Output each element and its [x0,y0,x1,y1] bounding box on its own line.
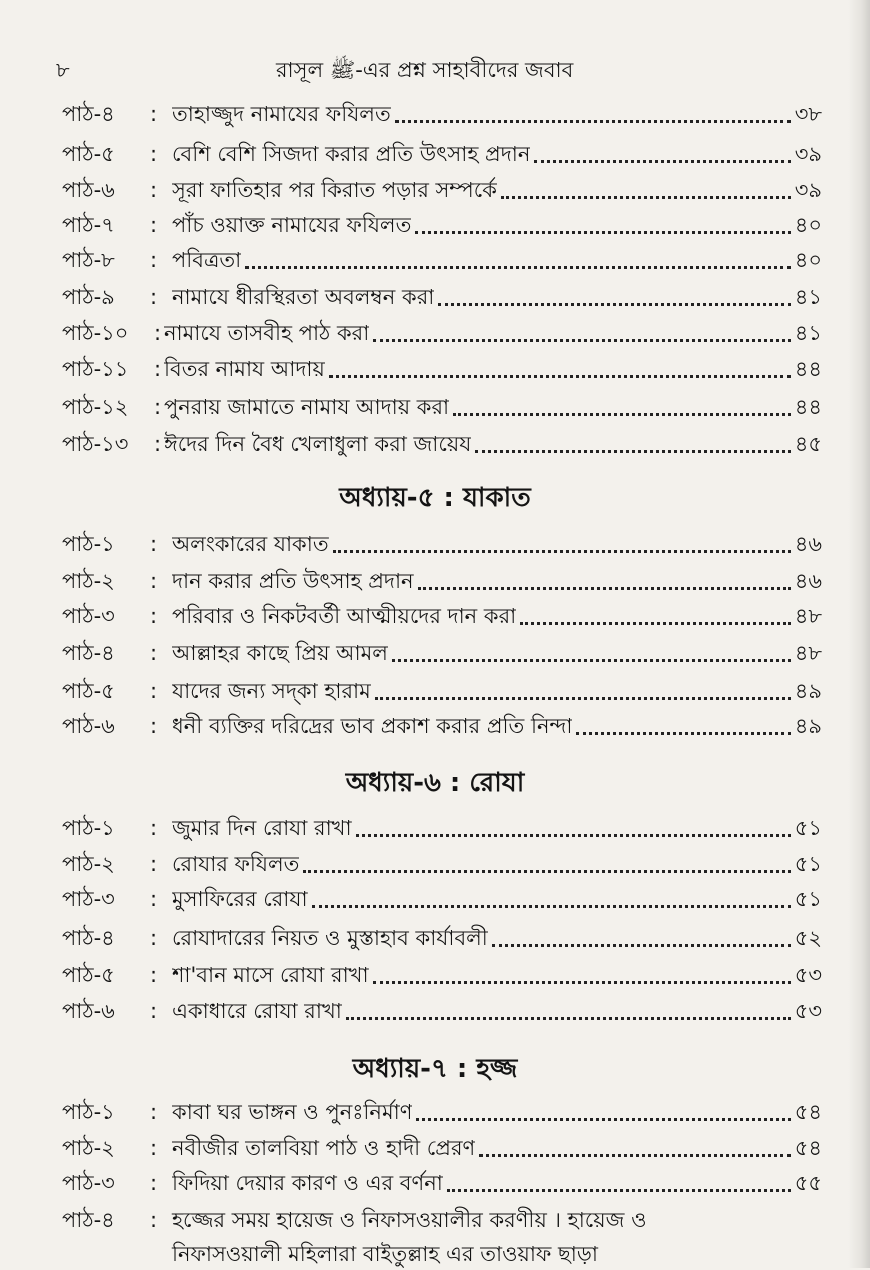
dot-leader [356,812,791,837]
dot-leader [373,959,791,984]
toc-entry [62,922,822,954]
chapter-heading: অধ্যায়-৫ : যাকাত [339,483,531,513]
toc-entry [62,710,822,742]
page-reference: ৫১ [794,887,822,911]
lesson-label: পাঠ-৩ [62,887,115,911]
lesson-title: দান করার প্রতি উৎসাহ প্রদান [172,569,414,593]
separator-colon: : [150,816,158,840]
lesson-title: পুনরায় জামাতে নামায আদায় করা [164,395,450,419]
lesson-title: ফিদিয়া দেয়ার কারণ ও এর বর্ণনা [172,1171,443,1195]
lesson-title: শা'বান মাসে রোযা রাখা [172,963,369,987]
toc-entry [62,174,822,206]
separator-colon: : [150,285,158,309]
page-reference: ৪১ [794,321,822,345]
separator-colon: : [150,1100,158,1124]
dot-leader [447,1167,791,1192]
entry-line [172,281,822,313]
entry-line [172,637,822,669]
page-reference: ৪১ [794,285,822,309]
lesson-title: রোযার ফযিলত [172,852,300,876]
lesson-label: পাঠ-৮ [62,248,115,272]
page-reference: ৫৩ [794,999,822,1023]
page-reference: ৪০ [794,248,822,272]
dot-leader [312,883,791,908]
toc-entry [62,1167,822,1199]
dot-leader [395,98,791,123]
toc-entry [62,565,822,597]
entry-line [172,883,822,915]
page-reference: ৩৮ [794,102,822,126]
lesson-title: ঈদের দিন বৈধ খেলাধুলা করা জায়েয [164,432,472,456]
lesson-label: পাঠ-৫ [62,963,115,987]
dot-leader [492,922,791,947]
lesson-label: পাঠ-৫ [62,142,115,166]
separator-colon: : [154,321,162,345]
dot-leader [501,174,791,199]
separator-colon: : [150,142,158,166]
separator-colon: : [150,926,158,950]
lesson-label: পাঠ-৪ [62,641,115,665]
entry-line [172,848,822,880]
lesson-label: পাঠ-৪ [62,1208,115,1232]
toc-entry [62,209,822,241]
lesson-title: কাবা ঘর ভাঙ্গন ও পুনঃনির্মাণ [172,1100,413,1124]
lesson-label: পাঠ-৭ [62,213,115,237]
lesson-label: পাঠ-৬ [62,714,115,738]
entry-line [172,675,822,707]
entry-line [172,528,822,560]
separator-colon: : [150,178,158,202]
dot-leader [329,353,791,378]
separator-colon: : [150,569,158,593]
toc-entry [62,353,822,385]
page-reference: ৫৪ [794,1100,822,1124]
dot-leader [453,391,791,416]
lesson-title: তাহাজ্জুদ নামাযের ফযিলত [172,102,391,126]
toc-entry [62,1096,822,1128]
entry-line [172,1096,822,1128]
dot-leader [475,428,790,453]
toc-entry [62,959,822,991]
separator-colon: : [150,1208,158,1232]
lesson-title-line-2: নিফাসওয়ালী মহিলারা বাইতুল্লাহ এর তাওয়াফ ছাড়া [172,1242,598,1266]
lesson-title: বেশি বেশি সিজদা করার প্রতি উৎসাহ প্রদান [172,142,531,166]
entry-line [172,710,822,742]
entry-line [172,812,822,844]
lesson-title: মুসাফিরের রোযা [172,887,308,911]
running-title: রাসূল ﷺ-এর প্রশ্ন সাহাবীদের জবাব [276,58,574,82]
lesson-title: ধনী ব্যক্তির দরিদ্রের ভাব প্রকাশ করার প্রতি নিন্দা [172,714,573,738]
lesson-label: পাঠ-৬ [62,999,115,1023]
lesson-label: পাঠ-৯ [62,285,115,309]
page-reference: ৩৯ [794,178,822,202]
separator-colon: : [150,852,158,876]
page-reference: ৪৪ [794,357,822,381]
entry-line [164,391,822,423]
separator-colon: : [150,102,158,126]
lesson-label: পাঠ-৩ [62,604,115,628]
lesson-label: পাঠ-১ [62,532,115,556]
entry-line [164,353,822,385]
toc-entry [62,600,822,632]
lesson-title: নবীজীর তালবিয়া পাঠ ও হাদী প্রেরণ [172,1136,476,1160]
lesson-label: পাঠ-১ [62,1100,115,1124]
page-reference: ৪৮ [794,641,822,665]
separator-colon: : [150,1171,158,1195]
page-reference: ৪৬ [794,569,822,593]
lesson-title: নামাযে তাসবীহ পাঠ করা [164,321,370,345]
dot-leader [415,209,790,234]
lesson-label: পাঠ-৩ [62,1171,115,1195]
dot-leader [534,138,790,163]
lesson-label: পাঠ-২ [62,1136,115,1160]
page-number: ৮ [56,58,70,82]
page-reference: ৫১ [794,852,822,876]
lesson-title: যাদের জন্য সদ্কা হারাম [172,679,371,703]
toc-entry [62,848,822,880]
toc-entry [62,138,822,170]
dot-leader [416,1096,790,1121]
toc-entry [62,98,822,130]
separator-colon: : [150,213,158,237]
lesson-title: সূরা ফাতিহার পর কিরাত পড়ার সম্পর্কে [172,178,497,202]
lesson-label: পাঠ-১৩ [62,432,129,456]
toc-entry [62,317,822,349]
dot-leader [346,995,791,1020]
separator-colon: : [154,395,162,419]
lesson-title: অলংকারের যাকাত [172,532,329,556]
dot-leader [418,565,791,590]
separator-colon: : [154,432,162,456]
lesson-title: আল্লাহর কাছে প্রিয় আমল [172,641,388,665]
entry-line [172,1132,822,1164]
entry-line [172,174,822,206]
page-reference: ৫২ [794,926,822,950]
lesson-title: পরিবার ও নিকটবর্তী আত্মীয়দের দান করা [172,604,517,628]
dot-leader [392,637,791,662]
page-reference: ৩৯ [794,142,822,166]
lesson-label: পাঠ-৪ [62,926,115,950]
entry-line [172,1167,822,1199]
entry-line [172,98,822,130]
dot-leader [520,600,791,625]
lesson-title: নামাযে ধীরস্থিরতা অবলম্বন করা [172,285,435,309]
separator-colon: : [150,604,158,628]
page-reference: ৪৪ [794,395,822,419]
dot-leader [373,317,790,342]
page-header [56,54,830,88]
separator-colon: : [150,887,158,911]
toc-entry [62,1132,822,1164]
dot-leader [333,528,791,553]
entry-line [172,995,822,1027]
entry-line [164,317,822,349]
entry-line [172,565,822,597]
dot-leader [303,848,790,873]
lesson-label: পাঠ-৪ [62,102,115,126]
lesson-title: জুমার দিন রোযা রাখা [172,816,352,840]
toc-entry-multiline [62,1204,822,1236]
dot-leader [576,710,790,735]
dot-leader [375,675,791,700]
page-reference: ৪৮ [794,604,822,628]
lesson-label: পাঠ-১২ [62,395,129,419]
dot-leader [245,244,790,269]
toc-entry [62,812,822,844]
page-reference: ৪৯ [794,679,822,703]
toc-entry [62,675,822,707]
lesson-label: পাঠ-১১ [62,357,129,381]
page-reference: ৪০ [794,213,822,237]
separator-colon: : [150,999,158,1023]
toc-entry [62,637,822,669]
toc-entry [62,883,822,915]
chapter-heading: অধ্যায়-৭ : হজ্জ [352,1054,518,1084]
separator-colon: : [150,679,158,703]
page-reference: ৪৯ [794,714,822,738]
lesson-label: পাঠ-২ [62,852,115,876]
page-reference: ৫১ [794,816,822,840]
toc-entry [62,244,822,276]
separator-colon: : [150,641,158,665]
lesson-title: রোযাদারের নিয়ত ও মুস্তাহাব কার্যাবলী [172,926,488,950]
lesson-label: পাঠ-১ [62,816,115,840]
separator-colon: : [154,357,162,381]
toc-entry [62,391,822,423]
lesson-title-line-1: হজ্জের সময় হায়েজ ও নিফাসওয়ালীর করণীয় । হায়েজ ও [172,1208,647,1232]
lesson-title: একাধারে রোযা রাখা [172,999,342,1023]
separator-colon: : [150,532,158,556]
entry-line [172,138,822,170]
toc-entry [62,281,822,313]
toc-entry [62,428,822,460]
separator-colon: : [150,963,158,987]
toc-entry [62,528,822,560]
page-reference: ৫৩ [794,963,822,987]
toc-entry [62,995,822,1027]
page-reference: ৫৪ [794,1136,822,1160]
entry-line [164,428,822,460]
separator-colon: : [150,248,158,272]
entry-line [172,922,822,954]
entry-line [172,600,822,632]
entry-line [172,209,822,241]
lesson-title: পবিত্রতা [172,248,242,272]
lesson-label: পাঠ-৬ [62,178,115,202]
separator-colon: : [150,714,158,738]
entry-line [172,244,822,276]
lesson-label: পাঠ-২ [62,569,115,593]
lesson-label: পাঠ-১০ [62,321,129,345]
page-reference: ৫৫ [794,1171,822,1195]
lesson-label: পাঠ-৫ [62,679,115,703]
page-reference: ৪৬ [794,532,822,556]
separator-colon: : [150,1136,158,1160]
chapter-heading: অধ্যায়-৬ : রোযা [345,768,525,798]
entry-line [172,959,822,991]
lesson-title: বিতর নামায আদায় [164,357,325,381]
lesson-title: পাঁচ ওয়াক্ত নামাযের ফযিলত [172,213,412,237]
dot-leader [438,281,790,306]
dot-leader [479,1132,790,1157]
page-reference: ৪৫ [794,432,822,456]
